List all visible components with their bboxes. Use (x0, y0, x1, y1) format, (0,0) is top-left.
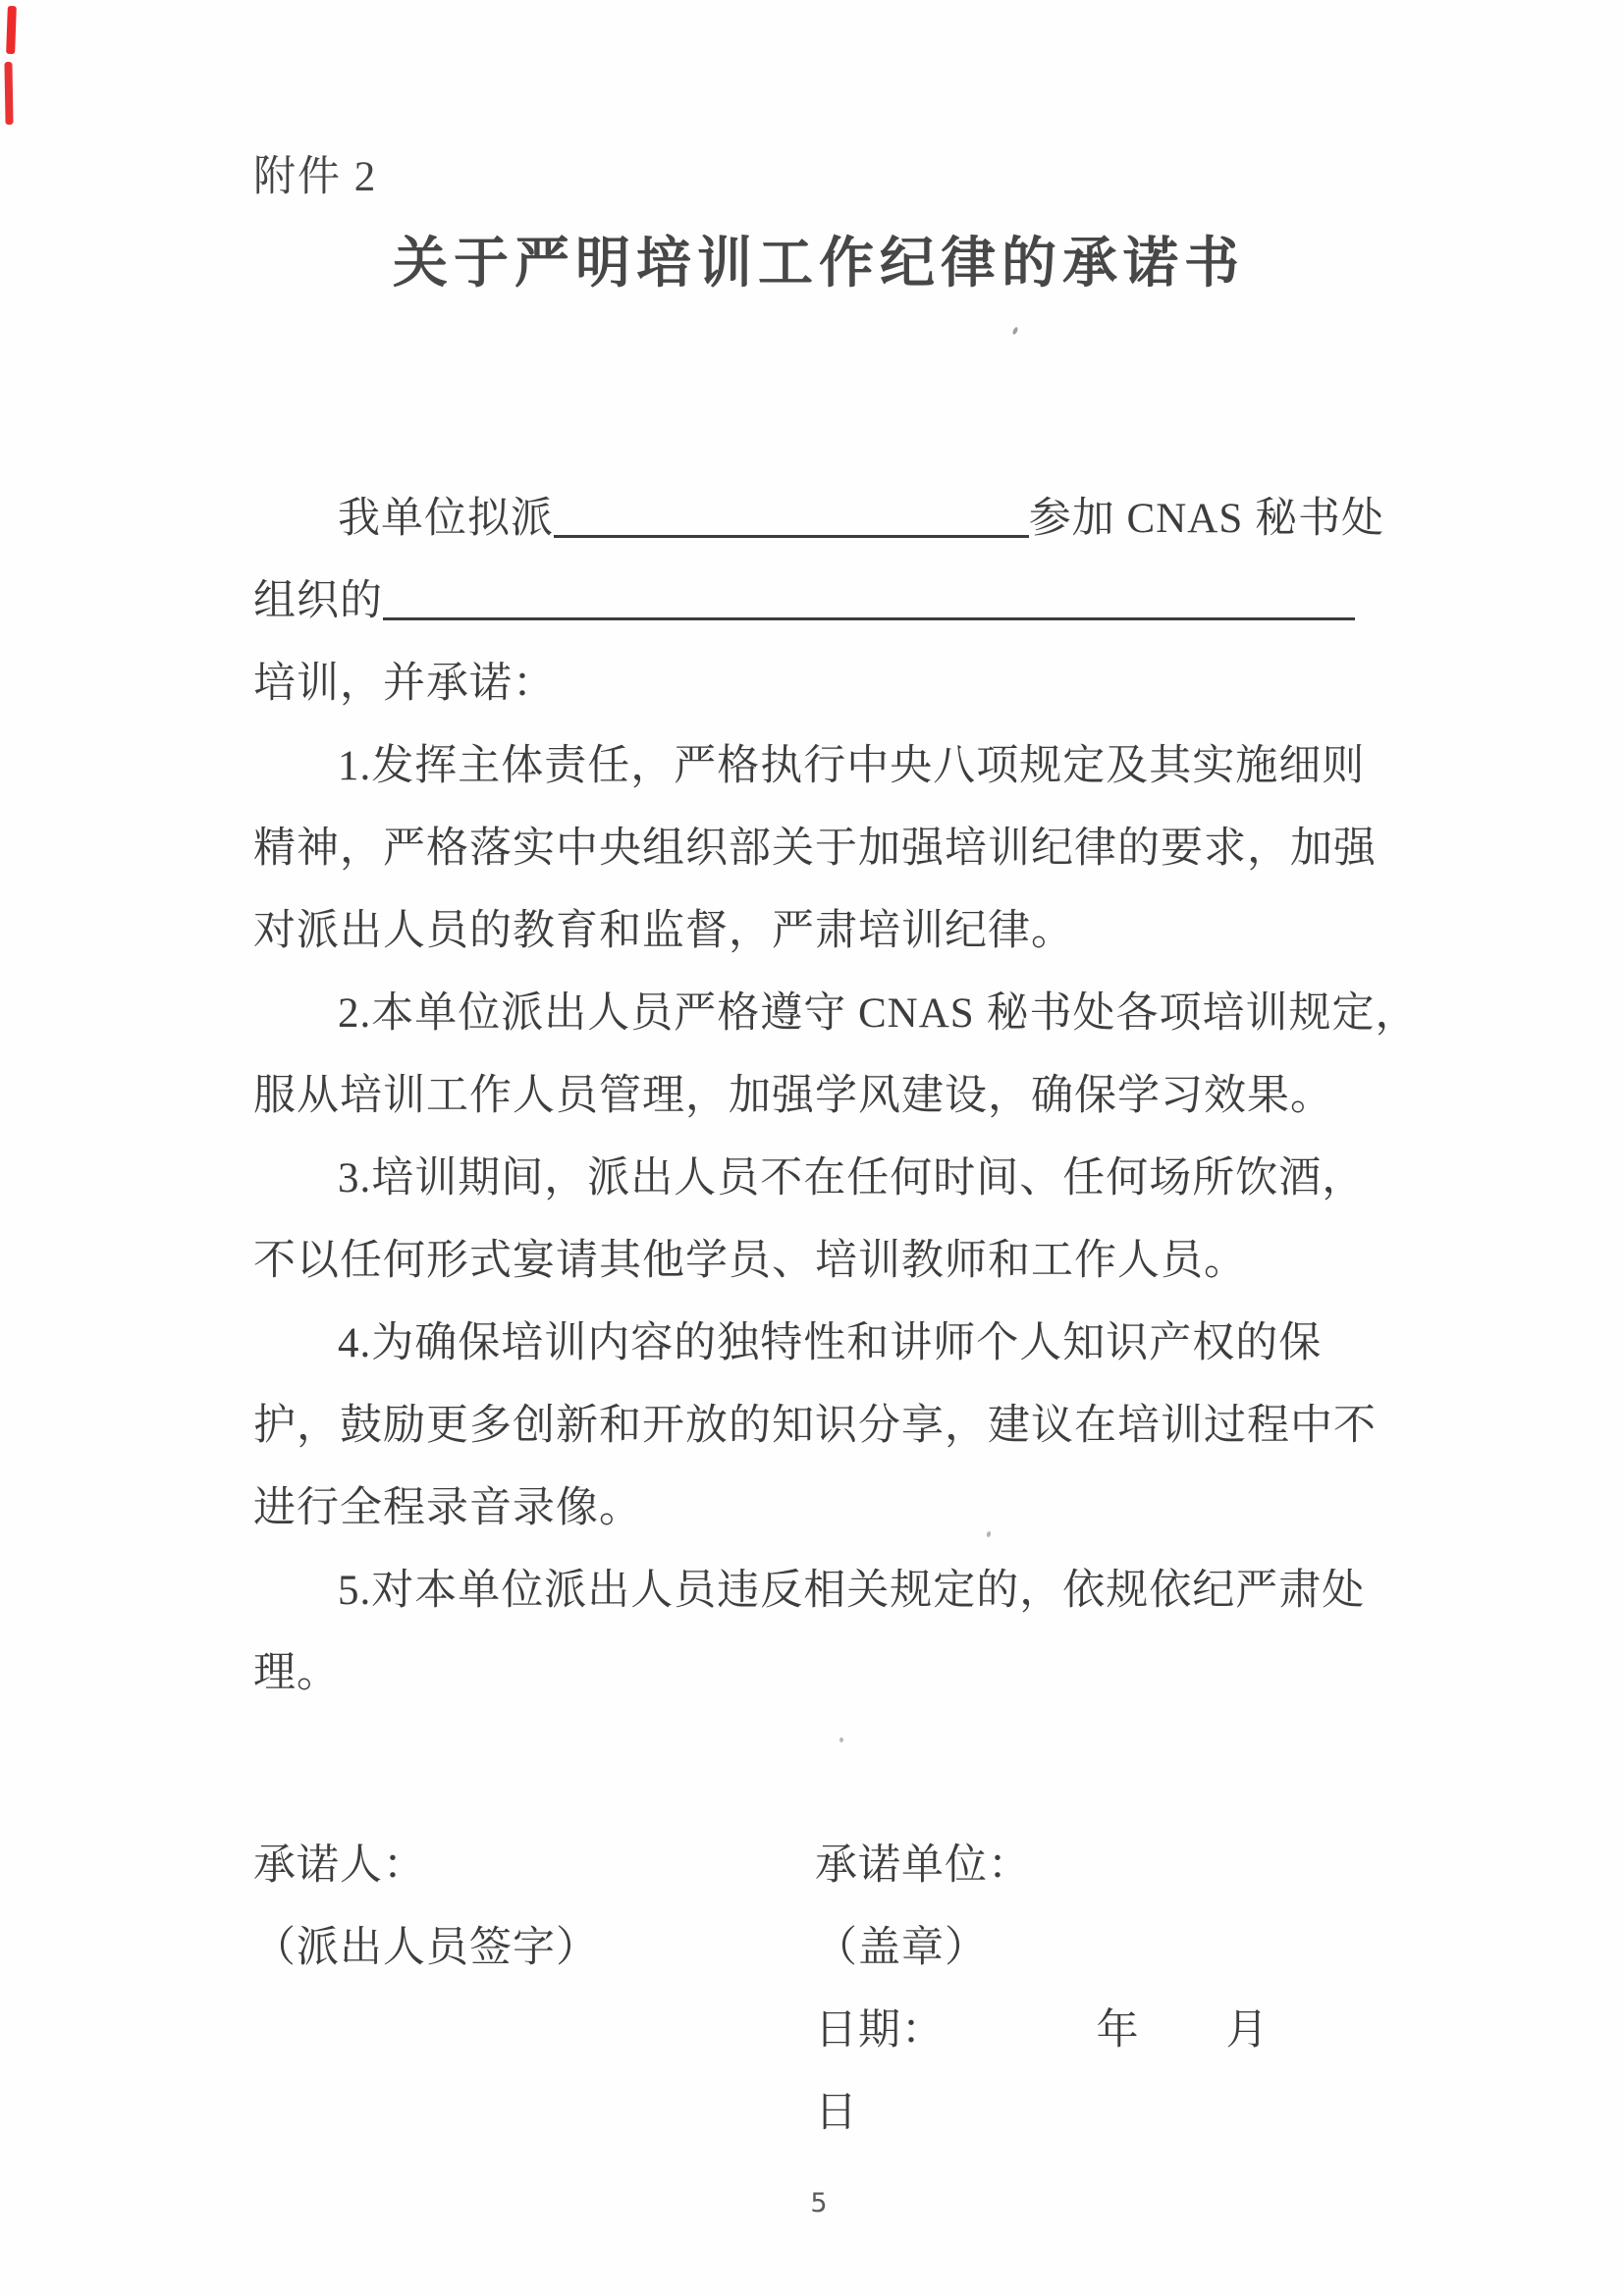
fill-in-blank-personnel (554, 478, 1029, 538)
item-5-line-2: 理。 (253, 1650, 340, 1696)
signature-row-notes (253, 1907, 1384, 1990)
date-spacer (253, 1990, 815, 2155)
item-4-line-2: 护，鼓励更多创新和开放的知识分享，建议在培训过程中不 (253, 1403, 1377, 1449)
red-scan-mark-bottom (4, 62, 13, 125)
attachment-label: 附件 2 (253, 154, 378, 200)
item-5-line-1: 5.对本单位派出人员违反相关规定的，依规依纪严肃处 (338, 1568, 1366, 1614)
intro-line-1-prefix: 我单位拟派 (338, 496, 554, 542)
signature-row-labels (253, 1825, 1384, 1907)
document-body (253, 478, 1419, 1715)
item-1-line-3: 对派出人员的教育和监督，严肃培训纪律。 (253, 908, 1074, 954)
intro-line-3: 培训，并承诺： (253, 661, 556, 707)
document-content (253, 0, 1419, 2219)
item-4-line-1: 4.为确保培训内容的独特性和讲师个人知识产权的保 (338, 1320, 1323, 1366)
item-2-line-1: 2.本单位派出人员严格遵守 CNAS 秘书处各项培训规定， (338, 990, 1419, 1037)
date-line: 日期： 年 月 日 (815, 2007, 1356, 2136)
item-4-line-3: 进行全程录音录像。 (253, 1485, 642, 1531)
item-1-line-1: 1.发挥主体责任，严格执行中央八项规定及其实施细则 (338, 743, 1366, 789)
page-number: 5 (810, 2188, 828, 2218)
promiser-note: （派出人员签字） (253, 1925, 599, 1971)
intro-line-1-suffix: 参加 CNAS 秘书处 (1028, 496, 1384, 542)
item-1-line-2: 精神，严格落实中央组织部关于加强培训纪律的要求，加强 (253, 826, 1377, 872)
fill-in-blank-training-name (383, 561, 1355, 620)
signature-block (253, 1825, 1384, 2155)
intro-line-1 (253, 478, 1384, 561)
document-title: 关于严明培训工作纪律的承诺书 (393, 234, 1245, 294)
red-scan-mark-top (6, 6, 17, 54)
intro-line-2 (253, 561, 1384, 643)
promiser-label: 承诺人： (253, 1842, 426, 1889)
intro-line-2-prefix: 组织的 (253, 578, 383, 624)
unit-label: 承诺单位： (815, 1842, 1031, 1889)
item-2-line-2: 服从培训工作人员管理，加强学风建设，确保学习效果。 (253, 1073, 1333, 1119)
unit-note: （盖章） (815, 1925, 988, 1971)
signature-row-date (253, 1990, 1384, 2155)
item-3-line-1: 3.培训期间，派出人员不在任何时间、任何场所饮酒， (338, 1155, 1366, 1201)
item-3-line-2: 不以任何形式宴请其他学员、培训教师和工作人员。 (253, 1238, 1247, 1284)
